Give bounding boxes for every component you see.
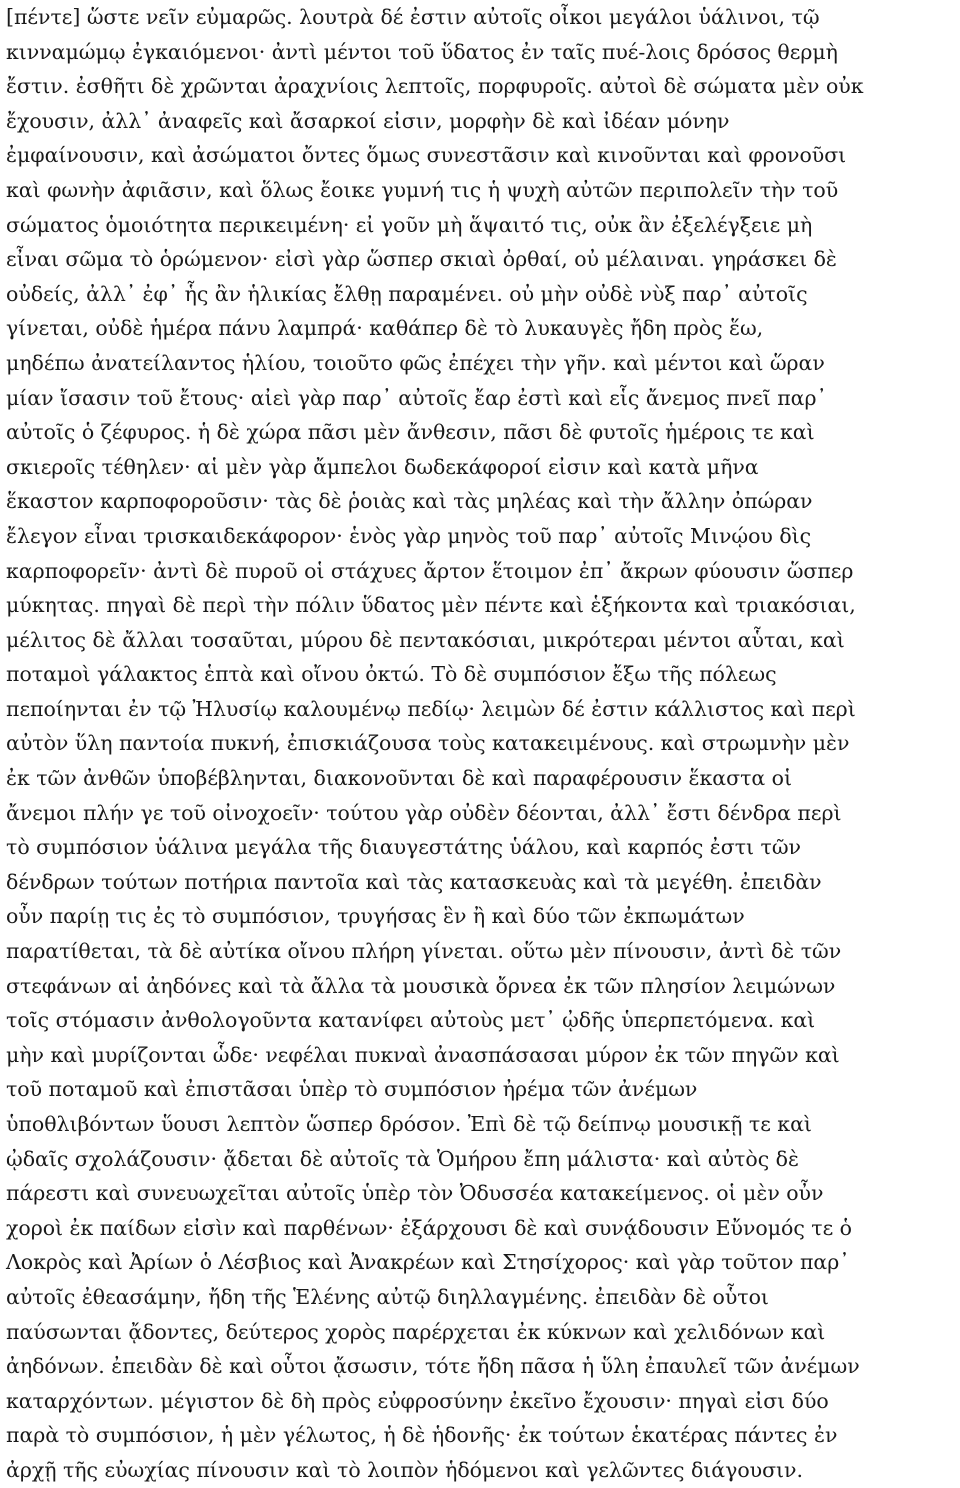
text-line: πεποίηνται ἐν τῷ Ἠλυσίῳ καλουμένῳ πεδίῳ· λειμὼν δέ ἐστιν κάλλιστος καὶ περὶ <box>6 696 856 721</box>
text-line: τὸ συμπόσιον ὑάλινα μεγάλα τῆς διαυγεστάτης ὑάλου, καὶ καρπός ἐστι τῶν <box>6 835 801 860</box>
text-line: αὐτοῖς ἐθεασάμην, ἤδη τῆς Ἑλένης αὐτῷ διηλλαγμένης. ἐπειδὰν δὲ οὗτοι <box>6 1284 769 1309</box>
text-line: παρὰ τὸ συμπόσιον, ἡ μὲν γέλωτος, ἡ δὲ ἡδονῆς· ἐκ τούτων ἑκατέρας πάντες ἐν <box>6 1423 838 1448</box>
text-line: ἀηδόνων. ἐπειδὰν δὲ καὶ οὗτοι ᾄσωσιν, τότε ἤδη πᾶσα ἡ ὕλη ἐπαυλεῖ τῶν ἀνέμων <box>6 1354 860 1379</box>
text-line: κινναμώμῳ ἐγκαιόμενοι· ἀντὶ μέντοι τοῦ ὕδατος ἐν ταῖς πυέ-λοις δρόσος θερμὴ <box>6 39 838 64</box>
text-line: οὖν παρίῃ τις ἐς τὸ συμπόσιον, τρυγήσας ἓν ἢ καὶ δύο τῶν ἐκπωμάτων <box>6 904 745 929</box>
text-line: εἶναι σῶμα τὸ ὁρώμενον· εἰσὶ γὰρ ὥσπερ σκιαὶ ὀρθαί, οὐ μέλαιναι. γηράσκει δὲ <box>6 247 837 272</box>
text-line: αὐτοῖς ὁ ζέφυρος. ἡ δὲ χώρα πᾶσι μὲν ἄνθεσιν, πᾶσι δὲ φυτοῖς ἡμέροις τε καὶ <box>6 420 815 445</box>
text-line: μηδέπω ἀνατείλαντος ἡλίου, τοιοῦτο φῶς ἐπέχει τὴν γῆν. καὶ μέντοι καὶ ὥραν <box>6 350 825 375</box>
text-line: τοῦ ποταμοῦ καὶ ἐπιστᾶσαι ὑπὲρ τὸ συμπόσιον ἠρέμα τῶν ἀνέμων <box>6 1077 698 1102</box>
text-line: ἔστιν. ἐσθῆτι δὲ χρῶνται ἀραχνίοις λεπτοῖς, πορφυροῖς. αὐτοὶ δὲ σώματα μὲν οὐκ <box>6 74 864 99</box>
text-line: ἔχουσιν, ἀλλ᾽ ἀναφεῖς καὶ ἄσαρκοί εἰσιν, μορφὴν δὲ καὶ ἰδέαν μόνην <box>6 108 730 133</box>
text-line: ἄνεμοι πλήν γε τοῦ οἰνοχοεῖν· τούτου γὰρ οὐδὲν δέονται, ἀλλ᾽ ἔστι δένδρα περὶ <box>6 800 842 825</box>
text-line: ἀρχῇ τῆς εὐωχίας πίνουσιν καὶ τὸ λοιπὸν ἡδόμενοι καὶ γελῶντες διάγουσιν. <box>6 1457 803 1482</box>
text-line: παύσωνται ᾄδοντες, δεύτερος χορὸς παρέρχεται ἐκ κύκνων καὶ χελιδόνων καὶ <box>6 1319 826 1344</box>
text-line: ἕκαστον καρποφοροῦσιν· τὰς δὲ ῥοιὰς καὶ τὰς μηλέας καὶ τὴν ἄλλην ὀπώραν <box>6 489 813 514</box>
text-line: σώματος ὁμοιότητα περικειμένη· εἰ γοῦν μὴ ἅψαιτό τις, οὐκ ἂν ἐξελέγξειε μὴ <box>6 212 813 237</box>
text-line: καρποφορεῖν· ἀντὶ δὲ πυροῦ οἱ στάχυες ἄρτον ἕτοιμον ἐπ᾽ ἄκρων φύουσιν ὥσπερ <box>6 558 854 583</box>
text-line: ἐμφαίνουσιν, καὶ ἀσώματοι ὄντες ὅμως συνεστᾶσιν καὶ κινοῦνται καὶ φρονοῦσι <box>6 143 847 168</box>
text-line: Λοκρὸς καὶ Ἀρίων ὁ Λέσβιος καὶ Ἀνακρέων καὶ Στησίχορος· καὶ γὰρ τοῦτον παρ᾽ <box>6 1250 850 1275</box>
document-page <box>6 0 956 1488</box>
text-line: ᾠδαῖς σχολάζουσιν· ᾄδεται δὲ αὐτοῖς τὰ Ὁμήρου ἔπη μάλιστα· καὶ αὐτὸς δὲ <box>6 1146 799 1171</box>
text-line: ὑποθλιβόντων ὕουσι λεπτὸν ὥσπερ δρόσον. Ἐπὶ δὲ τῷ δείπνῳ μουσικῇ τε καὶ <box>6 1112 812 1136</box>
text-line: ἐκ τῶν ἀνθῶν ὑποβέβληνται, διακονοῦνται δὲ καὶ παραφέρουσιν ἕκαστα οἱ <box>6 766 792 791</box>
text-line: μὴν καὶ μυρίζονται ὧδε· νεφέλαι πυκναὶ ἀνασπάσασαι μύρον ἐκ τῶν πηγῶν καὶ <box>6 1042 840 1067</box>
text-line: στεφάνων αἱ ἀηδόνες καὶ τὰ ἄλλα τὰ μουσικὰ ὄρνεα ἐκ τῶν πλησίον λειμώνων <box>6 973 836 998</box>
text-line: οὐδείς, ἀλλ᾽ ἐφ᾽ ἧς ἂν ἡλικίας ἔλθῃ παραμένει. οὐ μὴν οὐδὲ νὺξ παρ᾽ αὐτοῖς <box>6 281 808 306</box>
text-line: ποταμοὶ γάλακτος ἑπτὰ καὶ οἴνου ὀκτώ. Τὸ δὲ συμπόσιον ἔξω τῆς πόλεως <box>6 662 777 687</box>
text-line: παρατίθεται, τὰ δὲ αὐτίκα οἴνου πλήρη γίνεται. οὕτω μὲν πίνουσιν, ἀντὶ δὲ τῶν <box>6 939 842 964</box>
text-line: μέλιτος δὲ ἄλλαι τοσαῦται, μύρου δὲ πεντακόσιαι, μικρότεραι μέντοι αὗται, καὶ <box>6 627 845 652</box>
text-line: μίαν ἴσασιν τοῦ ἔτους· αἰεὶ γὰρ παρ᾽ αὐτοῖς ἔαρ ἐστὶ καὶ εἷς ἄνεμος πνεῖ παρ᾽ <box>6 385 827 410</box>
text-line: σκιεροῖς τέθηλεν· αἱ μὲν γὰρ ἄμπελοι δωδεκάφοροί εἰσιν καὶ κατὰ μῆνα <box>6 454 759 479</box>
text-line: τοῖς στόμασιν ἀνθολογοῦντα κατανίφει αὐτοὺς μετ᾽ ᾠδῆς ὑπερπετόμενα. καὶ <box>6 1008 816 1033</box>
text-line: αὐτὸν ὕλη παντοία πυκνή, ἐπισκιάζουσα τοὺς κατακειμένους. καὶ στρωμνὴν μὲν <box>6 731 850 756</box>
text-line: χοροὶ ἐκ παίδων εἰσὶν καὶ παρθένων· ἐξάρχουσι δὲ καὶ συνᾴδουσιν Εὔνομός τε ὁ <box>6 1215 852 1240</box>
text-line: ἔλεγον εἶναι τρισκαιδεκάφορον· ἑνὸς γὰρ μηνὸς τοῦ παρ᾽ αὐτοῖς Μινῴου δὶς <box>6 523 812 548</box>
text-line: [πέντε] ὥστε νεῖν εὐμαρῶς. λουτρὰ δέ ἐστιν αὐτοῖς οἶκοι μεγάλοι ὑάλινοι, τῷ <box>6 5 820 29</box>
text-line: γίνεται, οὐδὲ ἡμέρα πάνυ λαμπρά· καθάπερ δὲ τὸ λυκαυγὲς ἤδη πρὸς ἕω, <box>6 316 764 341</box>
text-line: δένδρων τούτων ποτήρια παντοῖα καὶ τὰς κατασκευὰς καὶ τὰ μεγέθη. ἐπειδὰν <box>6 869 822 894</box>
text-line: καὶ φωνὴν ἀφιᾶσιν, καὶ ὅλως ἔοικε γυμνή τις ἡ ψυχὴ αὐτῶν περιπολεῖν τὴν τοῦ <box>6 177 839 202</box>
text-line: καταρχόντων. μέγιστον δὲ δὴ πρὸς εὐφροσύνην ἐκεῖνο ἔχουσιν· πηγαὶ εἰσι δύο <box>6 1388 829 1413</box>
greek-text-body <box>6 0 956 1488</box>
text-line: μύκητας. πηγαὶ δὲ περὶ τὴν πόλιν ὕδατος μὲν πέντε καὶ ἑξήκοντα καὶ τριακόσιαι, <box>6 593 856 618</box>
text-line: πάρεστι καὶ συνευωχεῖται αὐτοῖς ὑπὲρ τὸν Ὀδυσσέα κατακείμενος. οἱ μὲν οὖν <box>6 1181 824 1206</box>
